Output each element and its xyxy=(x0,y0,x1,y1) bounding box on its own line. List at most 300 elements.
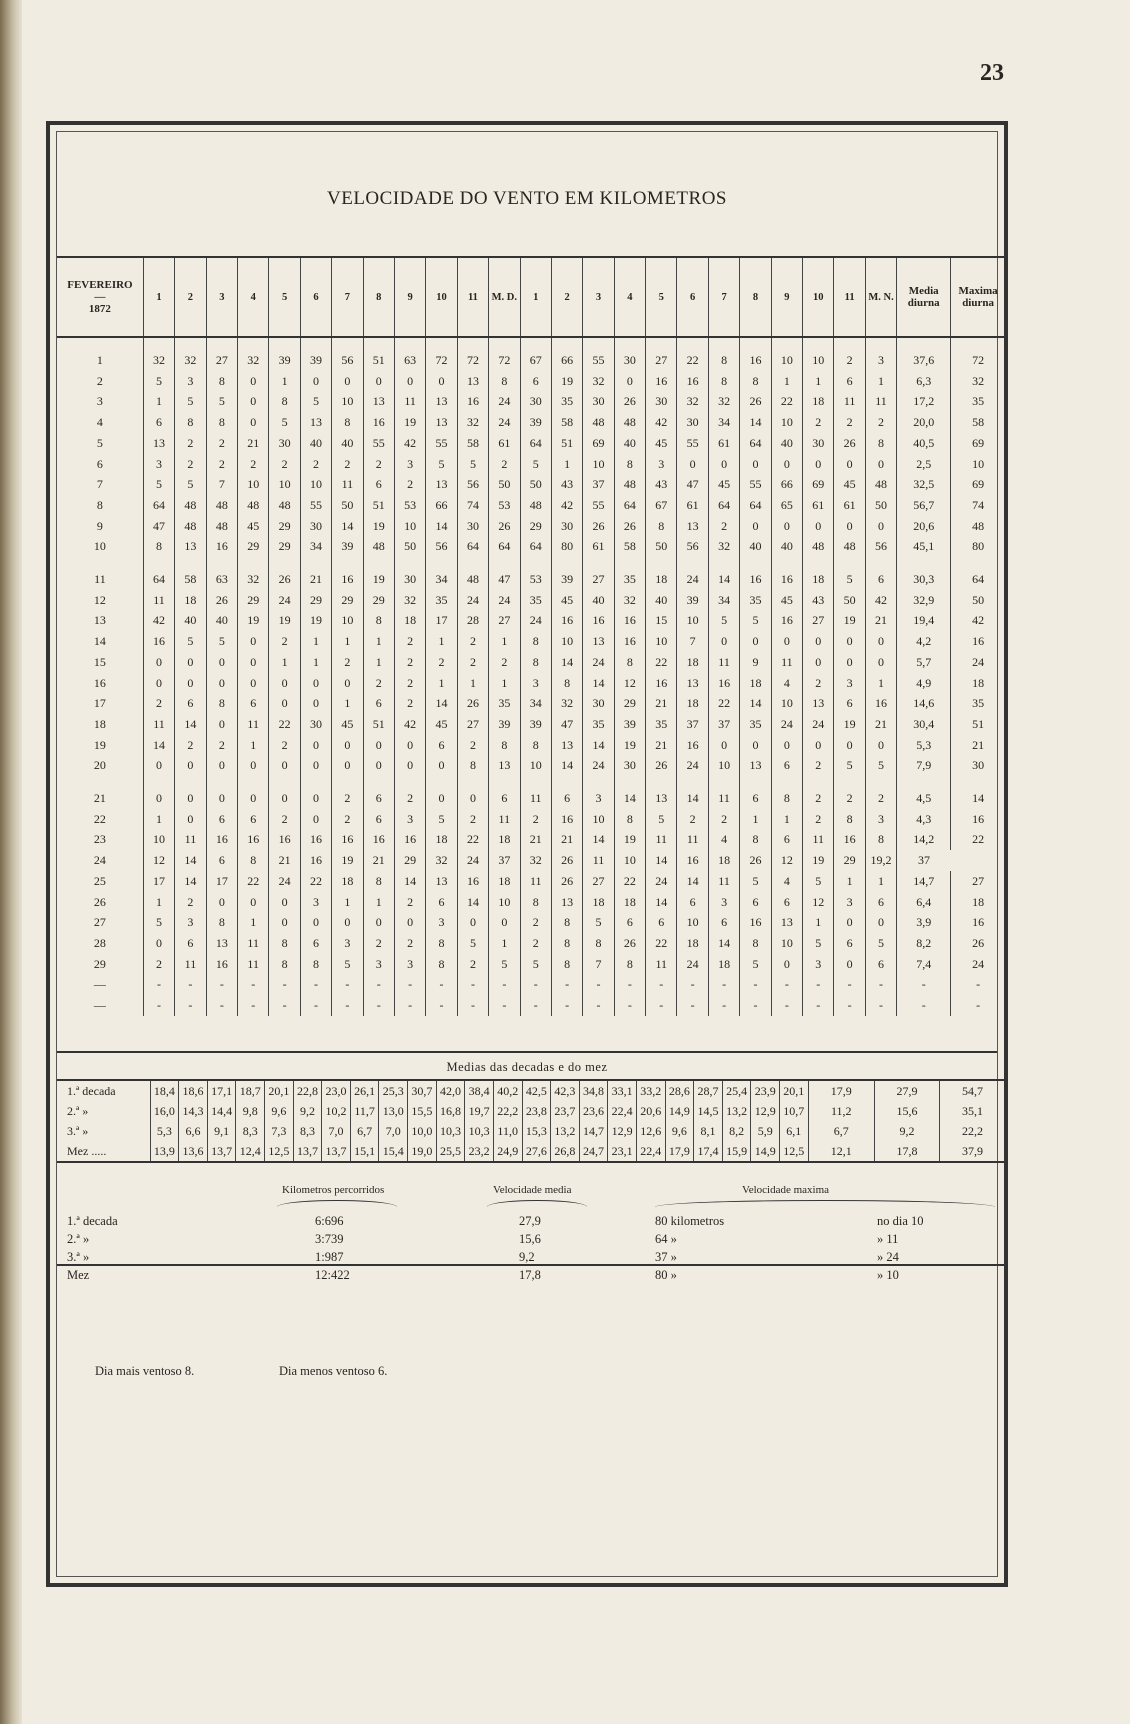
value-cell: 48 xyxy=(520,495,551,516)
value-cell: 16 xyxy=(646,371,677,392)
value-cell: 10 xyxy=(583,454,614,475)
value-cell: 16 xyxy=(740,912,771,933)
value-cell: 61 xyxy=(677,495,708,516)
spacer-cell xyxy=(394,776,425,788)
day-cell: 10 xyxy=(93,539,106,554)
value-cell: 0 xyxy=(238,371,269,392)
value-cell: 1 xyxy=(143,809,174,830)
value-cell: 12 xyxy=(771,850,802,871)
value-cell: 16 xyxy=(143,631,174,652)
blank-cell: - xyxy=(489,974,520,995)
value-cell: 26 xyxy=(740,850,771,871)
value-cell: 80 xyxy=(951,536,1005,557)
value-cell: 35 xyxy=(426,590,457,611)
value-cell: 34 xyxy=(426,569,457,590)
value-cell: 19 xyxy=(300,610,331,631)
mean-value: 23,7 xyxy=(551,1101,580,1121)
value-cell: 22 xyxy=(708,693,739,714)
spacer-cell xyxy=(332,776,363,788)
value-cell: 22 xyxy=(300,871,331,892)
mean-value: 5,3 xyxy=(150,1121,179,1141)
value-cell: 16 xyxy=(677,735,708,756)
blank-cell: - xyxy=(206,995,237,1016)
wind-speed-table xyxy=(57,256,1005,1016)
value-cell: 5 xyxy=(708,610,739,631)
value-cell: 16 xyxy=(394,829,425,850)
value-cell: 3 xyxy=(834,892,865,913)
blank-cell: - xyxy=(614,995,645,1016)
spacer-cell xyxy=(426,776,457,788)
value-cell: 10 xyxy=(551,631,582,652)
value-cell: 8 xyxy=(740,829,771,850)
value-cell: 2 xyxy=(457,954,488,975)
value-cell: 0 xyxy=(394,735,425,756)
value-cell: 0 xyxy=(175,755,206,776)
value-cell: 18 xyxy=(489,871,520,892)
spacer-cell xyxy=(57,776,143,788)
value-cell: 7,9 xyxy=(897,755,951,776)
value-cell: 7,4 xyxy=(897,954,951,975)
value-cell: 56 xyxy=(457,474,488,495)
value-cell: 0 xyxy=(426,755,457,776)
value-cell: 22 xyxy=(269,714,300,735)
hour-header: 11 xyxy=(834,257,865,337)
summary-vmax: 80 » xyxy=(655,1268,677,1282)
value-cell: 2 xyxy=(457,735,488,756)
table-row xyxy=(57,871,1005,892)
value-cell: 39 xyxy=(520,412,551,433)
value-cell: 2 xyxy=(143,693,174,714)
value-cell: 8,2 xyxy=(897,933,951,954)
value-cell: 50 xyxy=(834,590,865,611)
value-cell: 55 xyxy=(300,495,331,516)
value-cell: 16 xyxy=(771,569,802,590)
value-cell: 7 xyxy=(677,631,708,652)
value-cell: 51 xyxy=(363,495,394,516)
value-cell: 0 xyxy=(175,809,206,830)
value-cell: 3 xyxy=(583,788,614,809)
value-cell: 61 xyxy=(803,495,834,516)
blank-cell: - xyxy=(951,974,1005,995)
value-cell: 13 xyxy=(489,755,520,776)
value-cell: 19 xyxy=(363,569,394,590)
value-cell: 1 xyxy=(489,631,520,652)
value-cell: 8 xyxy=(865,433,896,454)
value-cell: 27 xyxy=(951,871,1005,892)
mean-value: 14,9 xyxy=(665,1101,694,1121)
value-cell: 50 xyxy=(332,495,363,516)
blank-cell: - xyxy=(771,995,802,1016)
value-cell: 19 xyxy=(238,610,269,631)
value-cell: 14 xyxy=(394,871,425,892)
value-cell: 5 xyxy=(143,474,174,495)
mean-value: 10,3 xyxy=(436,1121,465,1141)
spacer-cell xyxy=(708,337,739,350)
value-cell: 56 xyxy=(865,536,896,557)
value-cell: 47 xyxy=(677,474,708,495)
value-cell: 30 xyxy=(394,569,425,590)
value-cell: 2 xyxy=(520,809,551,830)
value-cell: 14 xyxy=(708,569,739,590)
value-cell: 10 xyxy=(614,850,645,871)
value-cell: 0 xyxy=(143,652,174,673)
value-cell: 18 xyxy=(803,391,834,412)
value-cell: 45 xyxy=(708,474,739,495)
day-cell: 24 xyxy=(93,853,106,868)
table-row xyxy=(57,892,1005,913)
mean-value: 54,7 xyxy=(940,1080,1005,1101)
table-row xyxy=(57,516,1005,537)
day-cell: 22 xyxy=(93,811,106,826)
hour-header: 6 xyxy=(300,257,331,337)
mean-value: 25,3 xyxy=(379,1080,408,1101)
spacer-cell xyxy=(708,776,739,788)
day-cell: 26 xyxy=(93,894,106,909)
value-cell: 18 xyxy=(677,693,708,714)
value-cell: 21 xyxy=(300,569,331,590)
value-cell: 0 xyxy=(300,693,331,714)
spacer-cell xyxy=(238,557,269,569)
blank-cell: - xyxy=(457,974,488,995)
value-cell: 8 xyxy=(269,391,300,412)
day-cell: 28 xyxy=(93,935,106,950)
spacer-cell xyxy=(238,776,269,788)
value-cell: 16 xyxy=(951,631,1005,652)
value-cell: 64 xyxy=(708,495,739,516)
value-cell: 16 xyxy=(740,569,771,590)
value-cell: 5 xyxy=(426,454,457,475)
value-cell: 30 xyxy=(614,350,645,371)
value-cell: 13 xyxy=(457,371,488,392)
value-cell: 32 xyxy=(143,350,174,371)
value-cell: 61 xyxy=(834,495,865,516)
value-cell: 13 xyxy=(175,536,206,557)
value-cell: 72 xyxy=(951,350,1005,371)
table-row xyxy=(57,433,1005,454)
value-cell: 0 xyxy=(332,735,363,756)
value-cell: 3 xyxy=(394,809,425,830)
value-cell: 17 xyxy=(206,871,237,892)
spacer-cell xyxy=(865,776,896,788)
value-cell: 11 xyxy=(520,788,551,809)
value-cell: 16 xyxy=(951,809,1005,830)
value-cell: 0 xyxy=(332,371,363,392)
mean-value: 6,6 xyxy=(179,1121,208,1141)
spacer-cell xyxy=(646,776,677,788)
value-cell: 22 xyxy=(646,652,677,673)
hour-header: M. D. xyxy=(489,257,520,337)
day-cell: 15 xyxy=(93,654,106,669)
value-cell: 10 xyxy=(332,391,363,412)
value-cell: 2 xyxy=(394,788,425,809)
value-cell: 3 xyxy=(708,892,739,913)
value-cell: 8 xyxy=(520,892,551,913)
mean-value: 15,4 xyxy=(379,1141,408,1162)
value-cell: 2 xyxy=(394,892,425,913)
mean-value: 13,7 xyxy=(322,1141,351,1162)
km-brace xyxy=(277,1200,397,1207)
value-cell: 4,2 xyxy=(897,631,951,652)
value-cell: 16 xyxy=(332,569,363,590)
medias-title: Medias das decadas e do mez xyxy=(57,1051,997,1081)
value-cell: 35 xyxy=(740,590,771,611)
value-cell: 6 xyxy=(551,788,582,809)
blank-cell: - xyxy=(677,995,708,1016)
value-cell: 8 xyxy=(551,673,582,694)
value-cell: 0 xyxy=(865,516,896,537)
value-cell: 5 xyxy=(834,755,865,776)
spacer-cell xyxy=(143,337,174,350)
blank-cell: - xyxy=(708,995,739,1016)
spacer-cell xyxy=(206,776,237,788)
value-cell: 11 xyxy=(238,714,269,735)
value-cell: 16 xyxy=(300,850,331,871)
value-cell: 2 xyxy=(206,735,237,756)
value-cell: 0 xyxy=(426,371,457,392)
page-edge xyxy=(0,0,22,1724)
blank-cell: - xyxy=(740,995,771,1016)
mean-value: 7,0 xyxy=(379,1121,408,1141)
value-cell: 64 xyxy=(951,569,1005,590)
value-cell: 45,1 xyxy=(897,536,951,557)
value-cell: 14,2 xyxy=(897,829,951,850)
value-cell: 11 xyxy=(646,954,677,975)
value-cell: 39 xyxy=(489,714,520,735)
hour-header: 8 xyxy=(740,257,771,337)
value-cell: 32 xyxy=(175,350,206,371)
spacer-cell xyxy=(300,557,331,569)
mean-value: 11,0 xyxy=(493,1121,522,1141)
value-cell: 10 xyxy=(646,631,677,652)
value-cell: 2 xyxy=(834,350,865,371)
value-cell: 51 xyxy=(363,714,394,735)
value-cell: 48 xyxy=(834,536,865,557)
value-cell: 0 xyxy=(175,788,206,809)
value-cell: 8 xyxy=(865,829,896,850)
value-cell: 40 xyxy=(771,536,802,557)
spacer-cell xyxy=(457,776,488,788)
summary-vmax: 80 kilometros xyxy=(655,1214,725,1228)
value-cell: 69 xyxy=(803,474,834,495)
mean-value: 9,1 xyxy=(207,1121,236,1141)
value-cell: 66 xyxy=(551,350,582,371)
value-cell: 0 xyxy=(206,755,237,776)
value-cell: 16 xyxy=(834,829,865,850)
value-cell: 67 xyxy=(520,350,551,371)
value-cell: 3 xyxy=(300,892,331,913)
value-cell: 27 xyxy=(457,714,488,735)
value-cell: 8 xyxy=(489,735,520,756)
table-row xyxy=(57,350,1005,371)
value-cell: 7 xyxy=(206,474,237,495)
value-cell: 48 xyxy=(363,536,394,557)
value-cell: 35 xyxy=(551,391,582,412)
blank-cell: - xyxy=(426,974,457,995)
value-cell: 13 xyxy=(551,735,582,756)
value-cell: 0 xyxy=(143,933,174,954)
day-cell: 19 xyxy=(93,737,106,752)
value-cell: 19 xyxy=(614,829,645,850)
day-cell: 4 xyxy=(96,415,103,430)
day-cell: 8 xyxy=(96,497,103,512)
value-cell: 2 xyxy=(269,454,300,475)
day-cell: 12 xyxy=(93,592,106,607)
value-cell: 29 xyxy=(238,536,269,557)
day-cell: 3 xyxy=(96,394,103,409)
value-cell: 18 xyxy=(646,569,677,590)
value-cell: 13 xyxy=(206,933,237,954)
value-cell: 0 xyxy=(708,735,739,756)
value-cell: 0 xyxy=(865,631,896,652)
value-cell: 8 xyxy=(206,371,237,392)
value-cell: 8 xyxy=(175,412,206,433)
value-cell: 39 xyxy=(300,350,331,371)
value-cell: 35 xyxy=(740,714,771,735)
value-cell: 6 xyxy=(300,933,331,954)
value-cell: 53 xyxy=(394,495,425,516)
value-cell: 8 xyxy=(332,412,363,433)
value-cell: 2 xyxy=(394,631,425,652)
value-cell: 1 xyxy=(238,912,269,933)
value-cell: 10 xyxy=(300,474,331,495)
value-cell: 14 xyxy=(583,829,614,850)
spacer-cell xyxy=(363,776,394,788)
value-cell: 16 xyxy=(457,871,488,892)
value-cell: 5 xyxy=(803,933,834,954)
value-cell: 0 xyxy=(834,735,865,756)
mean-value: 27,6 xyxy=(522,1141,551,1162)
value-cell: 8 xyxy=(614,954,645,975)
mean-value: 10,7 xyxy=(780,1101,809,1121)
spacer-cell xyxy=(175,776,206,788)
value-cell: 16 xyxy=(708,673,739,694)
value-cell: 1 xyxy=(834,871,865,892)
mean-value: 6,7 xyxy=(350,1121,379,1141)
value-cell: 2 xyxy=(457,652,488,673)
value-cell: 13 xyxy=(677,516,708,537)
spacer-cell xyxy=(897,337,951,350)
value-cell: 3 xyxy=(394,954,425,975)
value-cell: 1 xyxy=(332,892,363,913)
value-cell: 1 xyxy=(803,912,834,933)
value-cell: 1 xyxy=(300,631,331,652)
value-cell: 5 xyxy=(520,954,551,975)
value-cell: 0 xyxy=(834,652,865,673)
mean-value: 13,0 xyxy=(379,1101,408,1121)
value-cell: 18 xyxy=(332,871,363,892)
value-cell: 21 xyxy=(865,714,896,735)
value-cell: 6 xyxy=(520,371,551,392)
mean-value: 11,7 xyxy=(350,1101,379,1121)
value-cell: 34 xyxy=(520,693,551,714)
value-cell: 58 xyxy=(614,536,645,557)
value-cell: 6 xyxy=(677,892,708,913)
value-cell: 26 xyxy=(206,590,237,611)
table-row xyxy=(57,933,1005,954)
mean-value: 7,0 xyxy=(322,1121,351,1141)
mean-value: 24,9 xyxy=(493,1141,522,1162)
value-cell: 6 xyxy=(834,693,865,714)
value-cell: 3 xyxy=(426,912,457,933)
value-cell: 6 xyxy=(771,892,802,913)
blank-cell: - xyxy=(394,995,425,1016)
value-cell: 32,5 xyxy=(897,474,951,495)
vmax-brace xyxy=(655,1200,995,1207)
hour-header: 10 xyxy=(426,257,457,337)
value-cell: 2 xyxy=(520,912,551,933)
value-cell: 0 xyxy=(175,652,206,673)
value-cell: 1 xyxy=(363,652,394,673)
value-cell: 14 xyxy=(646,892,677,913)
mean-value: 15,1 xyxy=(350,1141,379,1162)
value-cell: 0 xyxy=(803,516,834,537)
value-cell: 34 xyxy=(708,590,739,611)
spacer-cell xyxy=(143,776,174,788)
value-cell: 1 xyxy=(332,631,363,652)
value-cell: 0 xyxy=(363,371,394,392)
mean-value: 7,3 xyxy=(265,1121,294,1141)
value-cell: 61 xyxy=(489,433,520,454)
value-cell: 40 xyxy=(646,590,677,611)
value-cell: 42 xyxy=(951,610,1005,631)
spacer-cell xyxy=(57,337,143,350)
value-cell: 24 xyxy=(646,871,677,892)
value-cell: 3 xyxy=(363,954,394,975)
value-cell: 22 xyxy=(677,350,708,371)
value-cell: 43 xyxy=(551,474,582,495)
value-cell: 64 xyxy=(489,536,520,557)
spacer-cell xyxy=(583,337,614,350)
value-cell: 19 xyxy=(551,371,582,392)
table-row xyxy=(57,536,1005,557)
day-cell: 11 xyxy=(94,572,106,587)
value-cell: 29 xyxy=(614,693,645,714)
mean-value: 38,4 xyxy=(465,1080,494,1101)
value-cell: 45 xyxy=(834,474,865,495)
value-cell: 5 xyxy=(489,954,520,975)
value-cell: 6 xyxy=(238,809,269,830)
value-cell: 14,7 xyxy=(897,871,951,892)
value-cell: 26 xyxy=(489,516,520,537)
value-cell: 55 xyxy=(363,433,394,454)
value-cell: 3 xyxy=(803,954,834,975)
value-cell: 24 xyxy=(457,590,488,611)
value-cell: 16 xyxy=(583,610,614,631)
hour-header: 5 xyxy=(269,257,300,337)
spacer-cell xyxy=(771,776,802,788)
value-cell: 0 xyxy=(363,755,394,776)
value-cell: 10 xyxy=(143,829,174,850)
value-cell: 5 xyxy=(175,474,206,495)
value-cell: 0 xyxy=(269,788,300,809)
summary-dia: » 10 xyxy=(877,1268,899,1282)
value-cell: 51 xyxy=(363,350,394,371)
value-cell: 5 xyxy=(143,371,174,392)
mean-value: 24,7 xyxy=(579,1141,608,1162)
value-cell: 8 xyxy=(363,871,394,892)
value-cell: 27 xyxy=(206,350,237,371)
value-cell: 72 xyxy=(489,350,520,371)
value-cell: 0 xyxy=(740,454,771,475)
mean-value: 28,6 xyxy=(665,1080,694,1101)
hour-header: 11 xyxy=(457,257,488,337)
value-cell: 6 xyxy=(865,954,896,975)
value-cell: 0 xyxy=(238,631,269,652)
value-cell: 48 xyxy=(206,495,237,516)
blank-cell: - xyxy=(175,995,206,1016)
value-cell: 0 xyxy=(269,892,300,913)
value-cell: 29 xyxy=(300,590,331,611)
